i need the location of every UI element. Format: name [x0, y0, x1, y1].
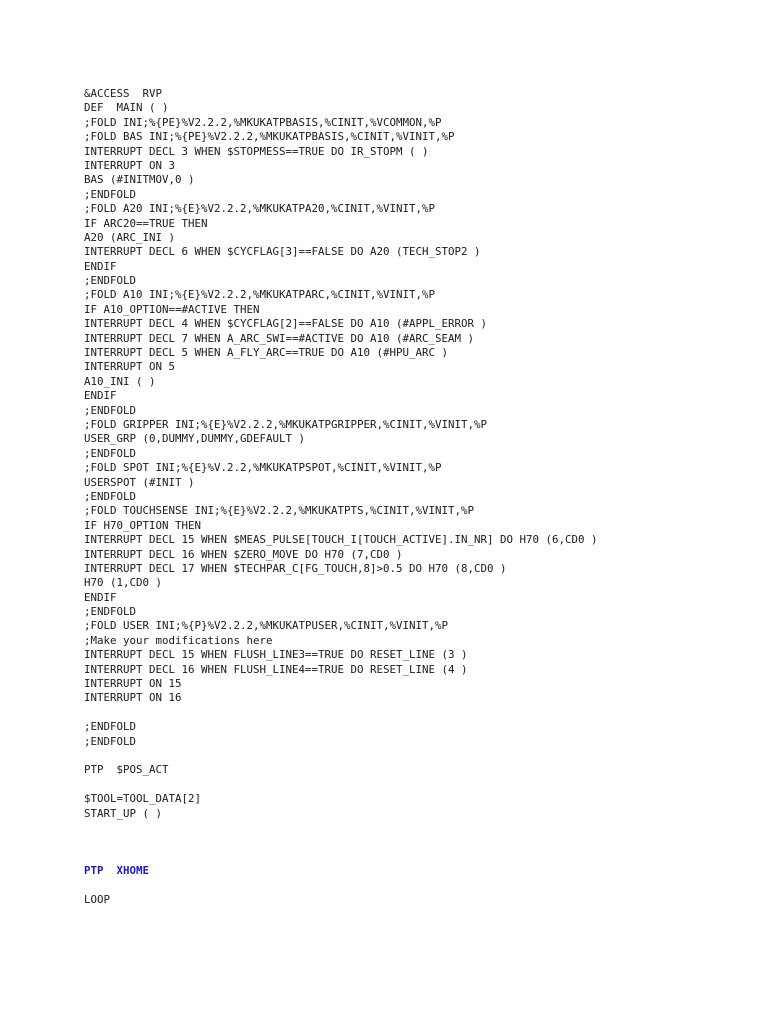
code-line: ;FOLD SPOT INI;%{E}%V.2.2,%MKUKATPSPOT,%CINIT,%VINIT,%P	[84, 461, 442, 475]
code-line: ;ENDFOLD	[84, 734, 137, 748]
code-line: IF ARC20==TRUE THEN	[84, 216, 208, 230]
code-line-ptp-xhome: PTP XHOME	[84, 863, 150, 877]
code-line: USER_GRP (0,DUMMY,DUMMY,GDEFAULT )	[84, 432, 306, 446]
code-line: ;FOLD USER INI;%{P}%V2.2.2,%MKUKATPUSER,%CINIT,%VINIT,%P	[84, 619, 449, 633]
code-line: ;ENDFOLD	[84, 489, 137, 503]
code-line: ;Make your modifications here	[84, 633, 273, 647]
code-line: A20 (ARC_INI )	[84, 230, 176, 244]
code-line: H70 (1,CD0 )	[84, 576, 163, 590]
code-line: INTERRUPT DECL 6 WHEN $CYCFLAG[3]==FALSE DO A20 (TECH_STOP2 )	[84, 245, 481, 259]
blank-gap	[84, 821, 744, 864]
code-document	[84, 87, 744, 907]
code-line: INTERRUPT DECL 5 WHEN A_FLY_ARC==TRUE DO A10 (#HPU_ARC )	[84, 346, 449, 360]
code-line: INTERRUPT DECL 16 WHEN FLUSH_LINE4==TRUE DO RESET_LINE (4 )	[84, 662, 468, 676]
code-line: INTERRUPT ON 3	[84, 158, 176, 172]
code-line: INTERRUPT ON 16	[84, 691, 182, 705]
code-line: ;ENDFOLD	[84, 720, 137, 734]
code-line: ;ENDFOLD	[84, 446, 137, 460]
code-line: IF H70_OPTION THEN	[84, 518, 202, 532]
code-line: ;ENDFOLD	[84, 605, 137, 619]
code-line: INTERRUPT DECL 4 WHEN $CYCFLAG[2]==FALSE DO A10 (#APPL_ERROR )	[84, 317, 488, 331]
code-line: INTERRUPT DECL 15 WHEN FLUSH_LINE3==TRUE DO RESET_LINE (3 )	[84, 648, 468, 662]
code-line: ;FOLD BAS INI;%{PE}%V2.2.2,%MKUKATPBASIS,%CINIT,%VINIT,%P	[84, 130, 455, 144]
code-line: INTERRUPT DECL 3 WHEN $STOPMESS==TRUE DO IR_STOPM ( )	[84, 144, 429, 158]
code-line-loop: LOOP	[84, 892, 111, 906]
code-block-tool	[84, 792, 744, 821]
code-line: USERSPOT (#INIT )	[84, 475, 195, 489]
code-line: ;ENDFOLD	[84, 274, 137, 288]
code-line: INTERRUPT DECL 7 WHEN A_ARC_SWI==#ACTIVE DO A10 (#ARC_SEAM )	[84, 331, 475, 345]
code-line: INTERRUPT ON 5	[84, 360, 176, 374]
code-line-ptp-pos-act: PTP $POS_ACT	[84, 763, 169, 777]
code-line: DEF MAIN ( )	[84, 101, 169, 115]
code-line: $TOOL=TOOL_DATA[2]	[84, 792, 202, 806]
code-block-endfold	[84, 720, 744, 749]
code-line: INTERRUPT DECL 17 WHEN $TECHPAR_C[FG_TOUCH,8]>0.5 DO H70 (8,CD0 )	[84, 561, 507, 575]
code-line: ;FOLD TOUCHSENSE INI;%{E}%V2.2.2,%MKUKATPTS,%CINIT,%VINIT,%P	[84, 504, 475, 518]
blank-line	[84, 706, 744, 720]
code-line: ENDIF	[84, 389, 117, 403]
code-line: INTERRUPT DECL 16 WHEN $ZERO_MOVE DO H70 (7,CD0 )	[84, 547, 403, 561]
code-line: START_UP ( )	[84, 806, 163, 820]
code-line: IF A10_OPTION==#ACTIVE THEN	[84, 302, 260, 316]
code-line: &ACCESS RVP	[84, 87, 163, 100]
code-line: A10_INI ( )	[84, 374, 156, 388]
code-line: ;FOLD INI;%{PE}%V2.2.2,%MKUKATPBASIS,%CINIT,%VCOMMON,%P	[84, 115, 442, 129]
code-line: ;FOLD A20 INI;%{E}%V2.2.2,%MKUKATPA20,%CINIT,%VINIT,%P	[84, 202, 436, 216]
code-block-init	[84, 87, 744, 706]
code-line: ;ENDFOLD	[84, 403, 137, 417]
blank-line	[84, 749, 744, 763]
code-line: INTERRUPT ON 15	[84, 677, 182, 691]
code-line: ;FOLD GRIPPER INI;%{E}%V2.2.2,%MKUKATPGRIPPER,%CINIT,%VINIT,%P	[84, 417, 488, 431]
code-line: INTERRUPT DECL 15 WHEN $MEAS_PULSE[TOUCH_I[TOUCH_ACTIVE].IN_NR] DO H70 (6,CD0 )	[84, 533, 598, 547]
blank-line	[84, 778, 744, 792]
blank-line	[84, 878, 744, 892]
code-line: ENDIF	[84, 259, 117, 273]
code-line: ENDIF	[84, 590, 117, 604]
code-line: ;ENDFOLD	[84, 187, 137, 201]
code-line: BAS (#INITMOV,0 )	[84, 173, 195, 187]
code-line: ;FOLD A10 INI;%{E}%V2.2.2,%MKUKATPARC,%CINIT,%VINIT,%P	[84, 288, 436, 302]
